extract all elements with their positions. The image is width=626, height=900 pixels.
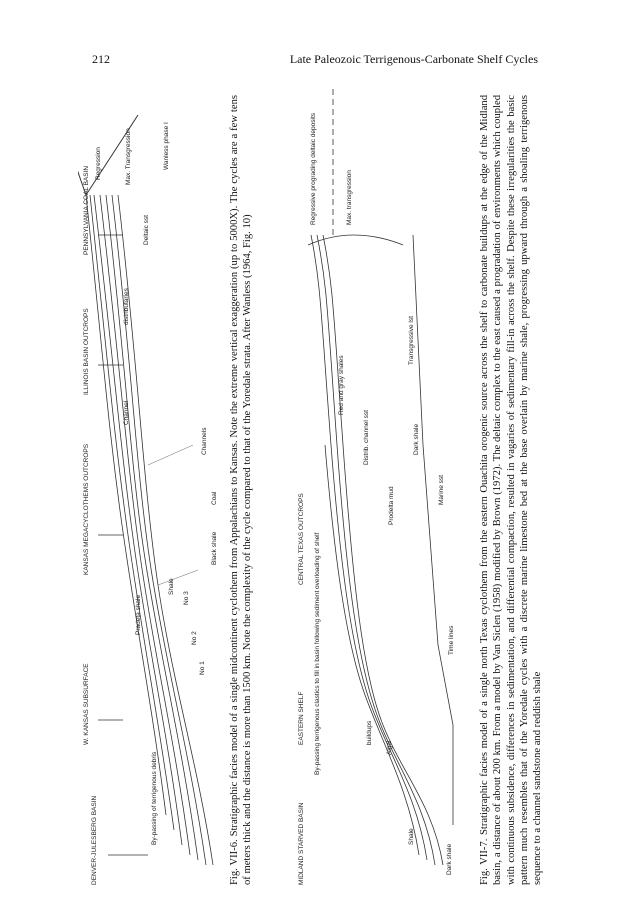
fig7-prodelta-label: Prodelta mud [388,486,395,525]
fig7-distrib-channel-label: Distrib. channel sst [363,410,370,465]
fig7-red-shales-label: Red and gray shales [338,355,345,415]
fig6-bypassing-label: By-passing of terrigenous debris [151,751,158,845]
fig6-region-denver: DENVER-JULESBERG BASIN [91,795,98,885]
fig6-channel-label: Channel [123,400,130,425]
fig7-region-eastern: EASTERN SHELF [298,691,305,745]
fig6-distributaries-label: distributaries [123,288,130,325]
fig7-dark-shale-label: Dark shale [413,423,420,455]
fig7-marine-sst-label: Marine sst [438,475,445,505]
page-header [92,52,538,72]
fig7-shale-label: Shale [408,828,415,845]
fig6-shale-label: Shale [168,578,175,595]
figure-vii-7-diagram [293,85,463,885]
fig7-time-lines-label: Time lines [448,625,455,655]
figure-vii-7-caption: Fig. VII-7. Stratigraphic facies model of a single north Texas cyclothem from the eastern Ouachita orogenic source across the shelf to carbonate buildups at the edge of the Midland basin, a distance of about 200 km. From a model by Van Siclen (1958) modified by Brown (1972). The deltaic complex to the east caused a progradation of environments which coupled with continuous subsidence, differences in sedimentation, and differential compaction, resulted in vagaries of sedimentary fill-in across the shelf. Despite these irregularities the basic pattern much resembles that of the Yoredale cycles with a discrete marine limestone bed at the base overlain by marine shale, progressing upward through a shoaling terrigenous sequence to a channel sandstone and reddish shale [479,95,544,885]
fig6-region-pennsylvania: PENNSYLVANIA COAL BASIN [83,165,90,255]
fig7-dark-shale-left-label: Dark shale [446,843,453,875]
fig6-no3-label: No 3 [183,591,190,605]
fig7-transgressive-label: Transgressive lst [408,316,415,365]
fig6-wanless-label: Wanless phase I [163,122,170,170]
figure-vii-6-diagram [78,85,223,885]
fig7-regressive-label: Regressive prograding deltaic deposits [310,112,317,225]
fig6-channels-label: Channels [201,427,208,455]
fig7-max-transgression-label: Max. transgression [346,170,353,225]
fig7-region-central: CENTRAL TEXAS OUTCROPS [298,493,305,585]
fig6-region-illinois: ILLINOIS BASIN OUTCROPS [83,308,90,395]
page-number: 212 [92,52,110,66]
fig6-region-wkansas: W. KANSAS SUBSURFACE [83,663,90,745]
fig6-pradeta-label: Pradeta shale [135,594,142,635]
figure-vii-6-caption: Fig. VII-6. Stratigraphic facies model of a single midcontinent cyclothem from Appalachians to Kansas. Note the extreme vertical exaggeration (up to 5000X). The cycles are a few tens of meters thick and the distance is more than 1500 km. Note the complexity of the cycle compared to that of the Yoredale strata. After Wanless (1964, Fig. 10) [229,95,254,885]
fig7-region-midland: MIDLAND STARVED BASIN [298,802,305,885]
fig6-deltaic-label: Deltaic sst [143,215,150,245]
rotated-content [78,85,548,885]
fig6-region-kansas: KANSAS MEGACYCLOTHEMS OUTCROPS [83,443,90,575]
fig6-no2-label: No 2 [191,631,198,645]
fig6-coal-label: Coal [211,491,218,505]
fig6-max-transgression-label: Max. Transgression [125,128,132,185]
fig6-black-shale-label: Black shale [211,531,218,565]
fig7-buildups-label: buildups [366,720,373,745]
fig6-no1-label: No 1 [199,661,206,675]
fig6-regression-label: Regression [95,147,102,180]
running-head: Late Paleozoic Terrigenous-Carbonate Shelf Cycles [289,52,538,66]
fig7-algal-label: Algal [386,740,393,755]
fig7-bypassing-label: By-passing terrigenous clastics to fill in basin following sediment overloading of shelf [314,532,321,775]
